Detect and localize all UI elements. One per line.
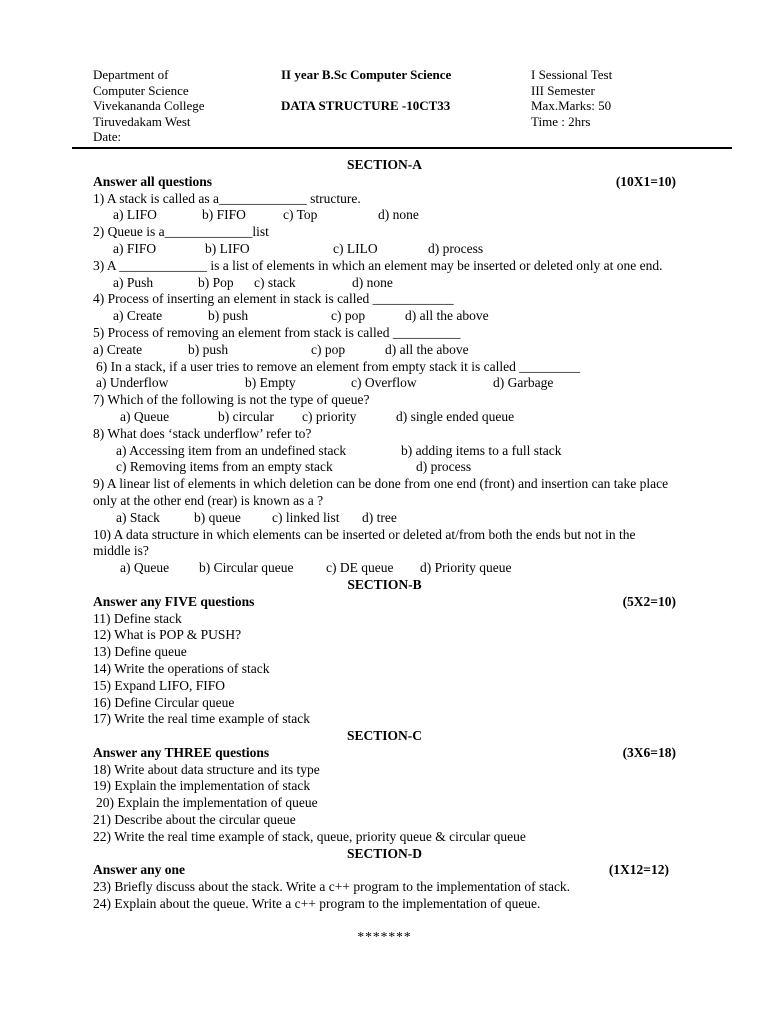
option: c) stack <box>254 274 296 290</box>
option: c) Overflow <box>351 375 417 391</box>
question-21: 21) Describe about the circular queue <box>93 812 296 828</box>
section-d-instruction-text: Answer any one <box>93 862 186 878</box>
question-8: 8) What does ‘stack underflow’ refer to? <box>93 425 312 441</box>
section-c-instruction <box>93 745 676 762</box>
option: b) FIFO <box>202 207 246 223</box>
section-c-instruction-text: Answer any THREE questions <box>93 744 270 760</box>
option: a) Accessing item from an undefined stack <box>116 442 347 458</box>
option: a) LIFO <box>113 207 157 223</box>
max-marks: Max.Marks: 50 <box>531 98 612 113</box>
semester: III Semester <box>531 82 595 98</box>
question-10: 10) A data structure in which elements can be inserted or deleted at/from both the ends but not in the middle is? <box>93 526 636 559</box>
option: b) queue <box>194 509 241 525</box>
option: a) FIFO <box>113 240 157 256</box>
department-info <box>93 67 204 145</box>
question-9-options <box>93 510 676 527</box>
option: a) Push <box>113 274 154 290</box>
department-line: Department of <box>93 67 169 82</box>
question-12: 12) What is POP & PUSH? <box>93 627 242 643</box>
question-11: 11) Define stack <box>93 610 182 626</box>
question-22: 22) Write the real time example of stack, queue, priority queue & circular queue <box>93 828 526 844</box>
subject-title: DATA STRUCTURE -10CT33 <box>281 97 451 113</box>
question-3: 3) A _____________ is a list of elements in which an element may be inserted or deleted only at one end. <box>93 257 663 273</box>
question-24: 24) Explain about the queue. Write a c++ program to the implementation of queue. <box>93 896 541 912</box>
date-label: Date: <box>93 129 122 144</box>
option: a) Create <box>93 341 143 357</box>
section-a-instruction-text: Answer all questions <box>93 173 213 189</box>
section-b-instruction-text: Answer any FIVE questions <box>93 593 255 609</box>
header-divider <box>72 147 732 149</box>
question-20: 20) Explain the implementation of queue <box>96 795 318 811</box>
question-5-options <box>93 342 676 359</box>
option: b) LIFO <box>205 240 250 256</box>
section-b-instruction <box>93 594 676 611</box>
question-18: 18) Write about data structure and its type <box>93 761 320 777</box>
option: d) process <box>416 459 472 475</box>
section-a-instruction <box>93 174 676 191</box>
question-13: 13) Define queue <box>93 644 187 660</box>
option: b) circular <box>218 408 274 424</box>
question-7: 7) Which of the following is not the type of queue? <box>93 392 370 408</box>
college-name: Vivekananda College <box>93 98 205 113</box>
question-17: 17) Write the real time example of stack <box>93 711 310 727</box>
option: c) Removing items from an empty stack <box>116 459 333 475</box>
option: a) Create <box>113 308 163 324</box>
option: a) Queue <box>120 408 170 424</box>
course-year: II year B.Sc Computer Science <box>281 67 452 82</box>
course-info <box>281 67 451 113</box>
option: b) Circular queue <box>199 560 294 576</box>
option: d) none <box>352 274 393 290</box>
option: c) linked list <box>272 509 340 525</box>
question-10-options <box>93 560 676 577</box>
option: b) Empty <box>245 375 296 391</box>
question-1: 1) A stack is called as a_____________ structure. <box>93 190 361 206</box>
duration: Time : 2hrs <box>531 113 591 129</box>
option: c) pop <box>311 341 346 357</box>
question-6-options <box>93 375 676 392</box>
option: b) push <box>188 341 229 357</box>
question-8-options-row1 <box>93 443 676 460</box>
section-d-marks: (1X12=12) <box>608 862 669 878</box>
option: c) DE queue <box>326 560 394 576</box>
option: c) LILO <box>333 240 378 256</box>
option: d) single ended queue <box>396 408 515 424</box>
question-14: 14) Write the operations of stack <box>93 660 270 676</box>
option: d) all the above <box>385 341 469 357</box>
option: a) Underflow <box>96 375 169 391</box>
option: b) adding items to a full stack <box>401 442 562 458</box>
college-location: Tiruvedakam West <box>93 113 191 129</box>
option: d) Priority queue <box>420 560 512 576</box>
option: d) all the above <box>405 308 489 324</box>
question-6: 6) In a stack, if a user tries to remove an element from empty stack it is called _________ <box>96 358 580 374</box>
question-7-options <box>93 409 676 426</box>
option: d) tree <box>362 509 397 525</box>
department-line: Computer Science <box>93 82 189 98</box>
question-5: 5) Process of removing an element from stack is called __________ <box>93 324 461 340</box>
end-marker: ******* <box>357 928 412 944</box>
question-15: 15) Expand LIFO, FIFO <box>93 677 225 693</box>
option: d) Garbage <box>493 375 554 391</box>
option: c) Top <box>283 207 318 223</box>
option: d) process <box>428 240 484 256</box>
question-4-options <box>93 308 676 325</box>
question-4: 4) Process of inserting an element in stack is called ____________ <box>93 291 454 307</box>
question-2-options <box>93 241 676 258</box>
section-a-marks: (10X1=10) <box>615 173 676 189</box>
question-16: 16) Define Circular queue <box>93 694 235 710</box>
question-9: 9) A linear list of elements in which deletion can be done from one end (front) and insertion can take place only at the other end (rear) is known as a ? <box>93 476 669 508</box>
question-2: 2) Queue is a_____________list <box>93 224 269 240</box>
section-c-title: SECTION-C <box>346 728 422 744</box>
exam-info <box>531 67 612 129</box>
section-c-marks: (3X6=18) <box>622 744 676 760</box>
question-3-options <box>93 275 676 292</box>
option: a) Queue <box>120 560 170 576</box>
question-23: 23) Briefly discuss about the stack. Write a c++ program to the implementation of stack. <box>93 879 571 895</box>
option: c) priority <box>302 408 357 424</box>
question-19: 19) Explain the implementation of stack <box>93 778 311 794</box>
option: c) pop <box>331 308 366 324</box>
option: a) Stack <box>116 509 160 525</box>
option: b) Pop <box>198 274 234 290</box>
section-d-title: SECTION-D <box>346 845 422 861</box>
section-d-instruction <box>93 862 676 879</box>
option: b) push <box>208 308 249 324</box>
question-paper-body <box>93 157 676 946</box>
question-1-options <box>93 207 676 224</box>
question-8-options-row2 <box>93 459 676 476</box>
option: d) none <box>378 207 419 223</box>
section-a-title: SECTION-A <box>346 157 422 172</box>
section-b-title: SECTION-B <box>347 576 422 592</box>
test-name: I Sessional Test <box>531 67 613 82</box>
section-b-marks: (5X2=10) <box>622 593 676 609</box>
